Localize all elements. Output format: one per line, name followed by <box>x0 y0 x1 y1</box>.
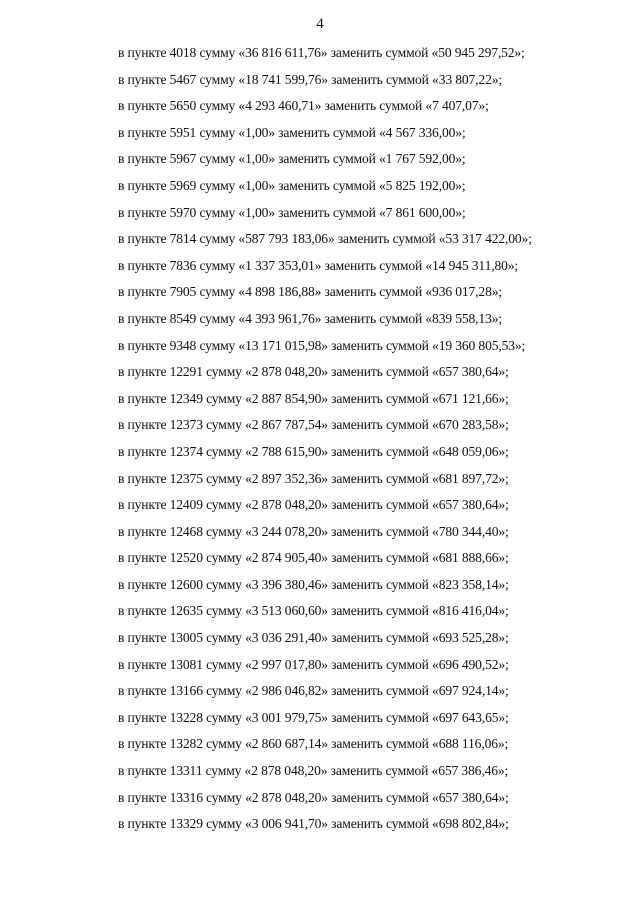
amendment-line: в пункте 12374 сумму «2 788 615,90» заменить суммой «648 059,06»; <box>118 443 509 459</box>
amendment-line: в пункте 12600 сумму «3 396 380,46» заменить суммой «823 358,14»; <box>118 576 509 592</box>
amendment-line: в пункте 12349 сумму «2 887 854,90» заменить суммой «671 121,66»; <box>118 390 509 406</box>
amendment-line: в пункте 7905 сумму «4 898 186,88» заменить суммой «936 017,28»; <box>118 284 502 300</box>
amendment-line: в пункте 12409 сумму «2 878 048,20» заменить суммой «657 380,64»; <box>118 497 509 513</box>
amendment-list <box>118 40 623 838</box>
amendment-line: в пункте 13329 сумму «3 006 941,70» заменить суммой «698 802,84»; <box>118 816 509 832</box>
amendment-line: в пункте 13282 сумму «2 860 687,14» заменить суммой «688 116,06»; <box>118 736 509 752</box>
amendment-line: в пункте 9348 сумму «13 171 015,98» заменить суммой «19 360 805,53»; <box>118 337 526 353</box>
amendment-line: в пункте 13081 сумму «2 997 017,80» заменить суммой «696 490,52»; <box>118 656 509 672</box>
amendment-line: в пункте 12373 сумму «2 867 787,54» заменить суммой «670 283,58»; <box>118 417 509 433</box>
amendment-line: в пункте 13311 сумму «2 878 048,20» заменить суммой «657 386,46»; <box>118 763 509 779</box>
amendment-line: в пункте 13166 сумму «2 986 046,82» заменить суммой «697 924,14»; <box>118 683 509 699</box>
amendment-line: в пункте 8549 сумму «4 393 961,76» заменить суммой «839 558,13»; <box>118 310 502 326</box>
amendment-line: в пункте 5967 сумму «1,00» заменить суммой «1 767 592,00»; <box>118 151 466 167</box>
amendment-line: в пункте 4018 сумму «36 816 611,76» заменить суммой «50 945 297,52»; <box>118 45 525 60</box>
amendment-line: в пункте 13005 сумму «3 036 291,40» заменить суммой «693 525,28»; <box>118 630 509 646</box>
amendment-line: в пункте 5951 сумму «1,00» заменить суммой «4 567 336,00»; <box>118 124 466 140</box>
amendment-line: в пункте 13228 сумму «3 001 979,75» заменить суммой «697 643,65»; <box>118 709 509 725</box>
amendment-line: в пункте 12468 сумму «3 244 078,20» заменить суммой «780 344,40»; <box>118 523 509 539</box>
amendment-line: в пункте 5467 сумму «18 741 599,76» заменить суммой «33 807,22»; <box>118 71 502 87</box>
amendment-line: в пункте 13316 сумму «2 878 048,20» заменить суммой «657 380,64»; <box>118 789 509 805</box>
amendment-line: в пункте 12520 сумму «2 874 905,40» заменить суммой «681 888,66»; <box>118 550 509 566</box>
amendment-line: в пункте 12375 сумму «2 897 352,36» заменить суммой «681 897,72»; <box>118 470 509 486</box>
amendment-line: в пункте 7836 сумму «1 337 353,01» заменить суммой «14 945 311,80»; <box>118 257 519 273</box>
amendment-line: в пункте 5969 сумму «1,00» заменить суммой «5 825 192,00»; <box>118 177 466 193</box>
amendment-line: в пункте 12291 сумму «2 878 048,20» заменить суммой «657 380,64»; <box>118 364 509 380</box>
amendment-line: в пункте 7814 сумму «587 793 183,06» заменить суммой «53 317 422,00»; <box>118 231 532 247</box>
page-number: 4 <box>316 16 324 32</box>
amendment-line: в пункте 5650 сумму «4 293 460,71» заменить суммой «7 407,07»; <box>118 98 489 114</box>
amendment-line: в пункте 12635 сумму «3 513 060,60» заменить суммой «816 416,04»; <box>118 603 509 619</box>
amendment-line: в пункте 5970 сумму «1,00» заменить суммой «7 861 600,00»; <box>118 204 466 220</box>
